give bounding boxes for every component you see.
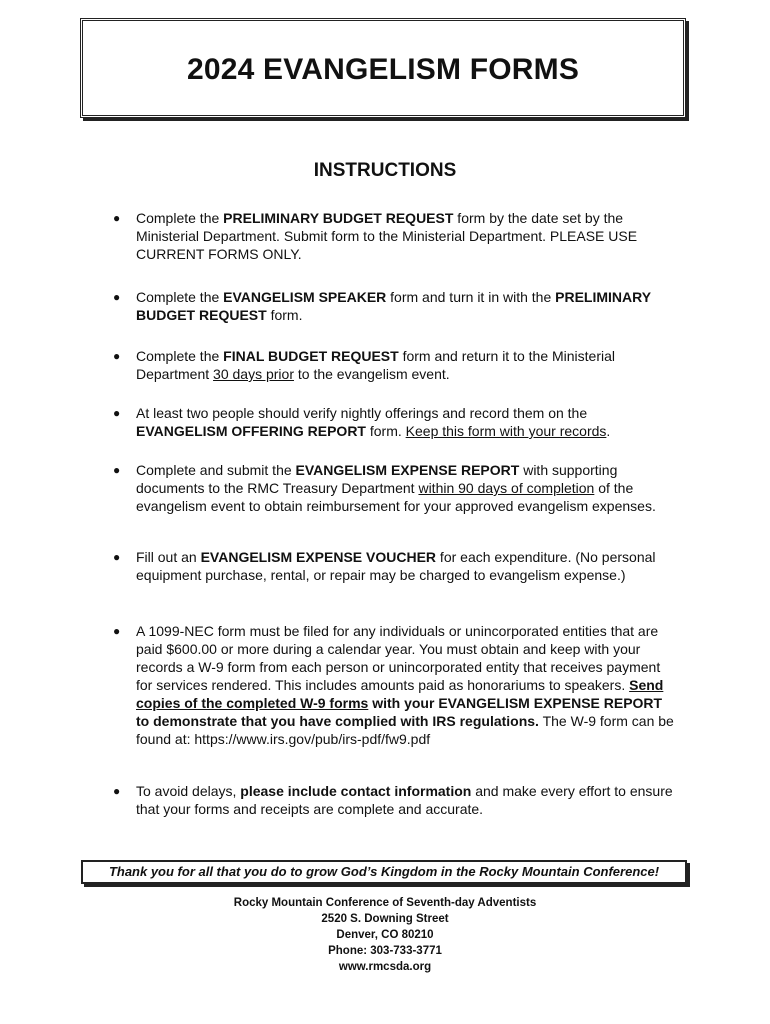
phone-number: Phone: 303-733-3771 [328,945,442,957]
bullet-icon: ● [113,349,121,363]
bullet-icon: ● [113,550,121,564]
website-link[interactable]: www.rmcsda.org [338,961,432,973]
instruction-item [113,548,676,584]
bullet-icon: ● [113,211,121,225]
instruction-text: At least two people should verify nightly offerings and record them on the EVANGELISM OFFERING REPORT form. Keep this form with your records. [136,405,611,439]
instruction-item [113,347,676,383]
title-box [80,18,686,118]
bullet-icon: ● [113,463,121,477]
instruction-item [113,288,676,324]
instruction-text: Complete the EVANGELISM SPEAKER form and turn it in with the PRELIMINARY BUDGET REQUEST form. [136,289,651,323]
instructions-heading: INSTRUCTIONS [313,160,457,181]
instruction-text: Complete the FINAL BUDGET REQUEST form and return it to the Ministerial Department 30 days prior to the evangelism event. [136,348,616,382]
street-address: 2520 S. Downing Street [321,913,449,925]
instruction-item [113,622,676,748]
bullet-icon: ● [113,406,121,420]
bullet-icon: ● [113,624,121,638]
instruction-item [113,209,676,263]
instruction-item [113,782,676,818]
instruction-item [113,461,676,515]
instruction-text: To avoid delays, please include contact information and make every effort to ensure that your forms and receipts are complete and accurate. [136,783,673,817]
instruction-text: Fill out an EVANGELISM EXPENSE VOUCHER for each expenditure. (No personal equipment purchase, rental, or repair may be charged to evangelism expense.) [136,549,656,583]
instruction-text: Complete the PRELIMINARY BUDGET REQUEST form by the date set by the Ministerial Department. Submit form to the Ministerial Department. PLEASE USE CURRENT FORMS ONLY. [136,210,638,262]
instruction-text: Complete and submit the EVANGELISM EXPENSE REPORT with supporting documents to the RMC Treasury Department within 90 days of completion of the evangelism event to obtain reimbursement for your approved evangelism expenses. [136,462,656,514]
footer-address [0,895,770,975]
bullet-icon: ● [113,290,121,304]
page-title: 2024 EVANGELISM FORMS [186,53,580,86]
bullet-icon: ● [113,784,121,798]
instruction-text: A 1099-NEC form must be filed for any individuals or unincorporated entities that are paid $600.00 or more during a calendar year. You must obtain and keep with your records a W-9 form from each person or unincorporated entity that receives payment for services rendered. This includes amounts paid as honorariums to speakers. Send copies of the completed W-9 forms with your EVANGELISM EXPENSE REPORT to demonstrate that you have complied with IRS regulations. The W-9 form can be found at: https://www.irs.gov/pub/irs-pdf/fw9.pdf [136,623,674,747]
org-name: Rocky Mountain Conference of Seventh-day Adventists [233,897,537,909]
thank-you-banner: Thank you for all that you do to grow God’s Kingdom in the Rocky Mountain Conference! [81,860,687,884]
city-state-zip: Denver, CO 80210 [336,929,434,941]
instruction-item [113,404,676,440]
